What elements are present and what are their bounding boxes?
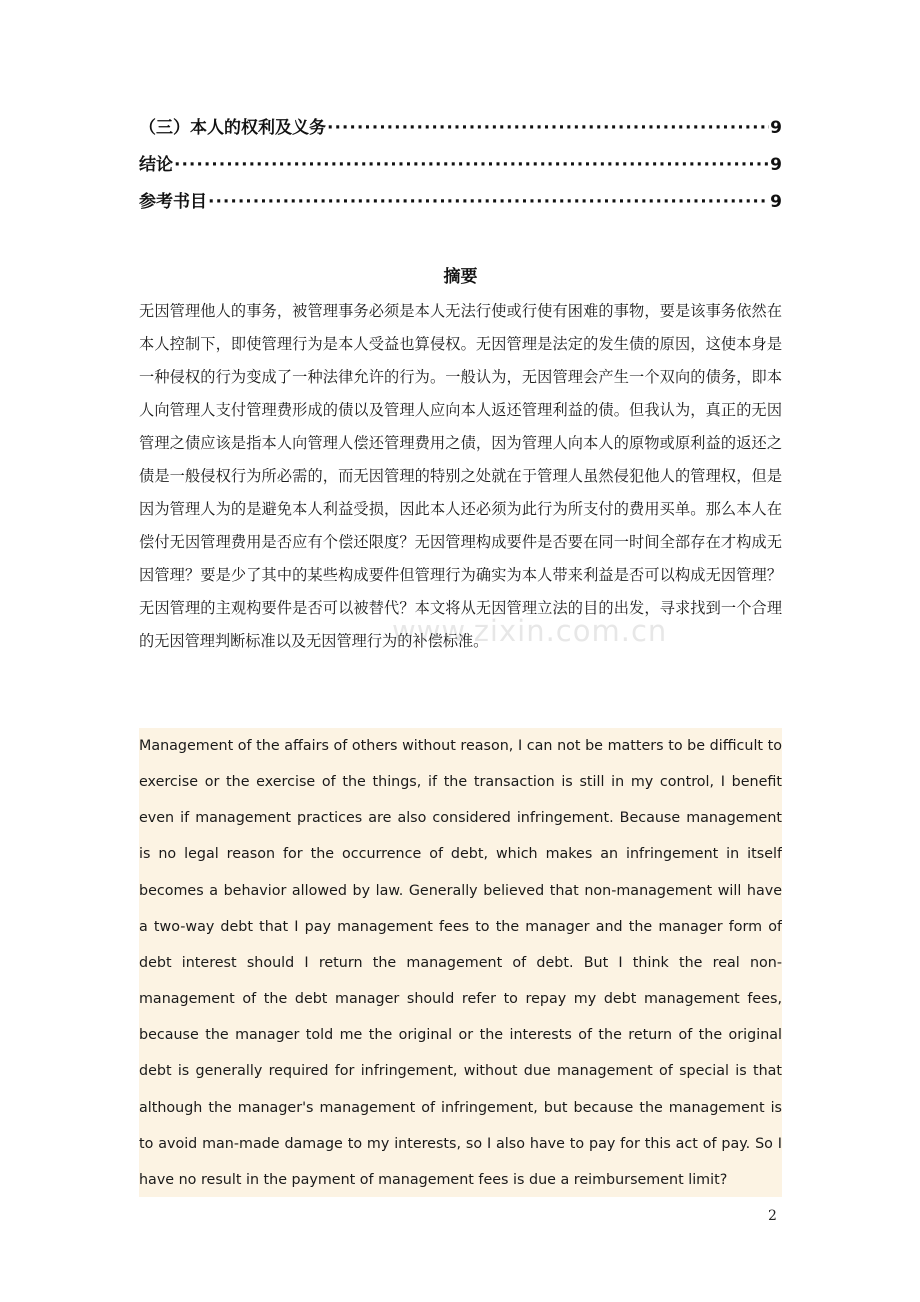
toc-entry-label: （三）本人的权利及义务 — [139, 118, 326, 138]
page-number: 2 — [768, 1208, 777, 1224]
abstract-title: 摘要 — [443, 267, 478, 287]
toc-entry[interactable] — [139, 113, 782, 150]
toc-entry-label: 参考书目 — [139, 192, 207, 212]
toc-entry[interactable] — [139, 150, 782, 187]
abstract-english-text: Management of the affairs of others without reason, I can not be matters to be difficult to exercise or the exercise of the things, if the transaction is still in my control, I benefit even if management practices are also considered infringement. Because management is no legal reason for the occurrence of debt, which makes an infringement in itself becomes a behavior allowed by law. Generally believed that non-management will have a two-way debt that I pay management fees to the manager and the manager form of debt interest should I return the management of debt. But I think the real non-management of the debt manager should refer to repay my debt management fees, because the manager told me the original or the interests of the return of the original debt is generally required for infringement, without due management of special is that although the manager's management of infringement, but because the management is to avoid man-made damage to my interests, so I also have to pay for this act of pay. So I have no result in the payment of management fees is due a reimbursement limit? — [139, 728, 782, 1197]
table-of-contents — [139, 113, 782, 224]
toc-leader-dots — [174, 155, 769, 175]
watermark: www.zixin.com.cn — [392, 614, 668, 648]
toc-leader-dots — [208, 192, 769, 212]
abstract-chinese-text: 无因管理他人的事务，被管理事务必须是本人无法行使或行使有困难的事物，要是该事务依然在本人控制下，即使管理行为是本人受益也算侵权。无因管理是法定的发生债的原因，这使本身是一种侵权的行为变成了一种法律允许的行为。一般认为，无因管理会产生一个双向的债务，即本人向管理人支付管理费形成的债以及管理人应向本人返还管理利益的债。但我认为，真正的无因管理之债应该是指本人向管理人偿还管理费用之债，因为管理人向本人的原物或原利益的返还之债是一般侵权行为所必需的，而无因管理的特别之处就在于管理人虽然侵犯他人的管理权，但是因为管理人为的是避免本人利益受损，因此本人还必须为此行为所支付的费用买单。那么本人在偿付无因管理费用是否应有个偿还限度？无因管理构成要件是否要在同一时间全部存在才构成无因管理？要是少了其中的某些构成要件但管理行为确实为本人带来利益是否可以构成无因管理？无因管理的主观构要件是否可以被替代？本文将从无因管理立法的目的出发，寻求找到一个合理的无因管理判断标准以及无因管理行为的补偿标准。 — [139, 302, 782, 650]
toc-entry-page: 9 — [770, 118, 782, 138]
toc-entry[interactable] — [139, 187, 782, 224]
toc-entry-label: 结论 — [139, 155, 173, 175]
toc-entry-page: 9 — [770, 192, 782, 212]
toc-leader-dots — [327, 118, 769, 138]
toc-entry-page: 9 — [770, 155, 782, 175]
